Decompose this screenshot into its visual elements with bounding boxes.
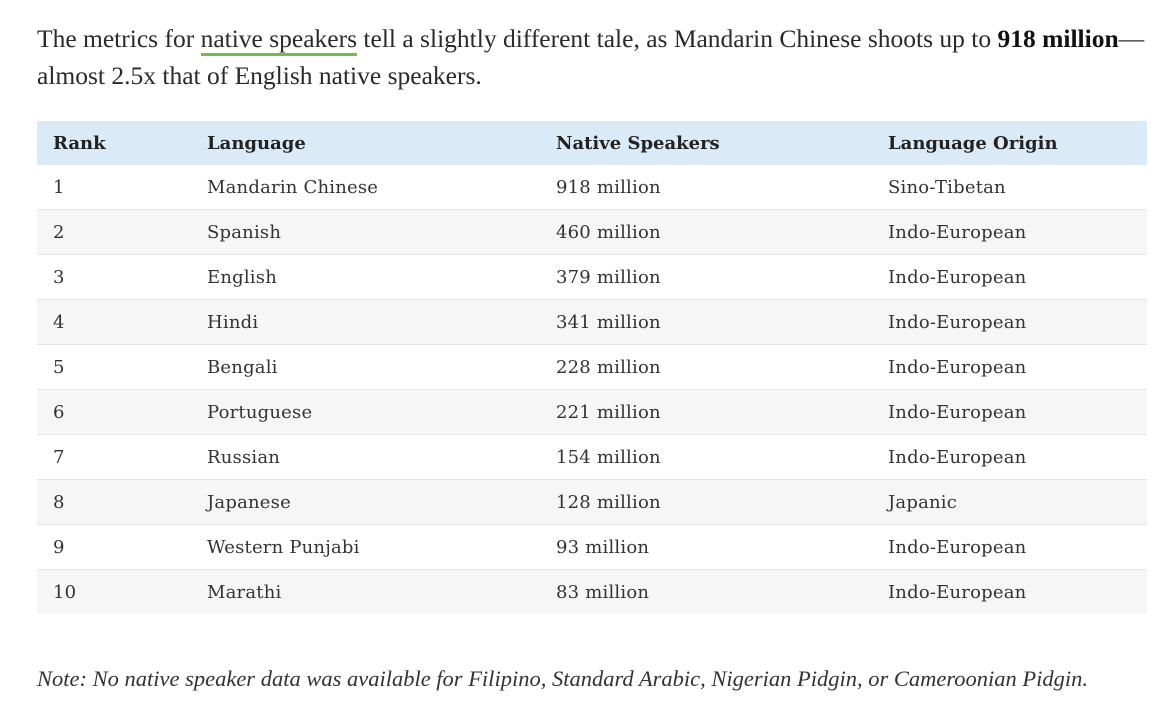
cell-language: Spanish [191, 210, 540, 255]
footnote: Note: No native speaker data was available for Filipino, Standard Arabic, Nigerian Pidgin, or Cameroonian Pidgin. [37, 666, 1088, 691]
cell-origin: Indo-European [888, 581, 1027, 603]
cell-language: English [191, 255, 540, 300]
table-row [37, 210, 1147, 255]
cell-origin: Indo-European [872, 525, 1147, 570]
cell-native-speakers: 228 million [540, 345, 872, 390]
table-row [37, 435, 1147, 480]
table-row [37, 345, 1147, 390]
cell-native-speakers: 83 million [556, 581, 650, 603]
cell-language: Russian [191, 435, 540, 480]
table-row [37, 255, 1147, 300]
cell-rank: 10 [53, 581, 77, 603]
cell-origin: Indo-European [872, 300, 1147, 345]
cell-native-speakers: 460 million [540, 210, 872, 255]
cell-rank: 4 [37, 300, 191, 345]
cell-origin: Indo-European [872, 435, 1147, 480]
header-rank: Rank [53, 132, 106, 154]
intro-text-middle: tell a slightly different tale, as Mandarin Chinese shoots up to [357, 24, 998, 53]
table-row [37, 300, 1147, 345]
table-row [37, 570, 1147, 615]
table-header [37, 121, 1147, 165]
cell-native-speakers: 93 million [540, 525, 872, 570]
table-header-row [37, 121, 1147, 165]
cell-native-speakers: 379 million [540, 255, 872, 300]
cell-origin: Indo-European [872, 210, 1147, 255]
intro-highlight: 918 million [997, 24, 1119, 53]
cell-origin: Indo-European [872, 390, 1147, 435]
cell-rank: 2 [37, 210, 191, 255]
cell-language: Japanese [191, 480, 540, 525]
cell-language: Hindi [191, 300, 540, 345]
header-language-origin: Language Origin [888, 132, 1058, 154]
cell-native-speakers: 341 million [540, 300, 872, 345]
cell-rank: 6 [37, 390, 191, 435]
cell-origin: Japanic [872, 480, 1147, 525]
cell-native-speakers: 128 million [540, 480, 872, 525]
table-row [37, 390, 1147, 435]
table-row [37, 480, 1147, 525]
cell-rank: 3 [37, 255, 191, 300]
intro-text-start: The metrics for [37, 24, 201, 53]
cell-native-speakers: 918 million [540, 165, 872, 210]
intro-paragraph [37, 20, 1147, 94]
table-row [37, 525, 1147, 570]
native-speakers-link[interactable]: native speakers [201, 24, 357, 56]
cell-origin: Sino-Tibetan [872, 165, 1147, 210]
cell-language: Mandarin Chinese [191, 165, 540, 210]
cell-native-speakers: 221 million [540, 390, 872, 435]
cell-rank: 1 [37, 165, 191, 210]
cell-language: Western Punjabi [191, 525, 540, 570]
native-speakers-table [37, 121, 1147, 614]
cell-origin: Indo-European [872, 255, 1147, 300]
table-body [37, 165, 1147, 614]
header-language: Language [207, 132, 306, 154]
cell-rank: 5 [37, 345, 191, 390]
cell-origin: Indo-European [872, 345, 1147, 390]
cell-rank: 7 [37, 435, 191, 480]
table-row [37, 165, 1147, 210]
cell-language: Bengali [191, 345, 540, 390]
cell-rank: 8 [37, 480, 191, 525]
cell-rank: 9 [37, 525, 191, 570]
cell-native-speakers: 154 million [540, 435, 872, 480]
intro-text-end: —almost 2.5x that of English native speakers. [37, 24, 1145, 90]
cell-language: Marathi [207, 581, 282, 603]
cell-language: Portuguese [191, 390, 540, 435]
header-native-speakers: Native Speakers [556, 132, 720, 154]
